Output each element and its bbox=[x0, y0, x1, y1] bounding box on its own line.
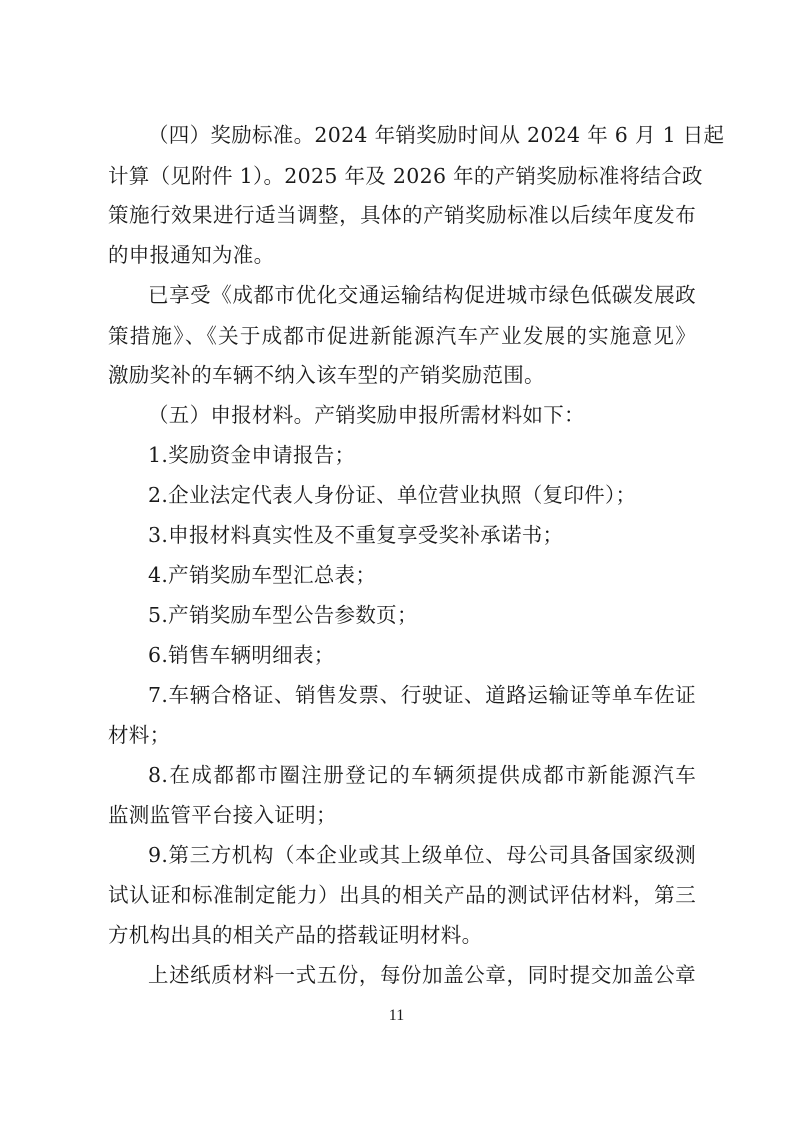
list-item: 2.企业法定代表人身份证、单位营业执照（复印件）； bbox=[148, 483, 637, 507]
paragraph-line: 上述纸质材料一式五份，每份加盖公章，同时提交加盖公章 bbox=[148, 963, 696, 987]
list-item: 4.产销奖励车型汇总表； bbox=[148, 563, 377, 587]
list-item: 5.产销奖励车型公告参数页； bbox=[148, 603, 418, 627]
list-item: 1.奖励资金申请报告； bbox=[148, 443, 356, 467]
paragraph-line: 策措施》、《关于成都市促进新能源汽车产业发展的实施意见》 bbox=[108, 324, 696, 348]
paragraph-line: 计算（见附件 1）。2025 年及 2026 年的产销奖励标准将结合政 bbox=[108, 164, 703, 188]
paragraph-line: （四）奖励标准。2024 年销奖励时间从 2024 年 6 月 1 日起 bbox=[148, 123, 725, 147]
list-item-continuation: 材料； bbox=[108, 723, 171, 747]
list-item-continuation: 监测监管平台接入证明； bbox=[108, 803, 337, 827]
list-item: 7.车辆合格证、销售发票、行驶证、道路运输证等单车佐证 bbox=[148, 683, 696, 707]
list-item-continuation: 试认证和标准制定能力）出具的相关产品的测试评估材料，第三 bbox=[108, 883, 696, 907]
paragraph-line: 激励奖补的车辆不纳入该车型的产销奖励范围。 bbox=[108, 363, 545, 387]
list-item-continuation: 方机构出具的相关产品的搭载证明材料。 bbox=[108, 923, 483, 947]
paragraph-line: 的申报通知为准。 bbox=[108, 243, 275, 267]
paragraph-line: 策施行效果进行适当调整，具体的产销奖励标准以后续年度发布 bbox=[108, 203, 696, 227]
section-heading-line: （五）申报材料。产销奖励申报所需材料如下： bbox=[148, 403, 585, 427]
list-item: 6.销售车辆明细表； bbox=[148, 643, 335, 667]
list-item: 3.申报材料真实性及不重复享受奖补承诺书； bbox=[148, 523, 564, 547]
list-item: 8.在成都都市圈注册登记的车辆须提供成都市新能源汽车 bbox=[148, 763, 696, 787]
page-number: 11 bbox=[388, 1007, 405, 1024]
paragraph-line: 已享受《成都市优化交通运输结构促进城市绿色低碳发展政 bbox=[148, 283, 696, 307]
list-item: 9.第三方机构（本企业或其上级单位、母公司具备国家级测 bbox=[148, 843, 696, 867]
